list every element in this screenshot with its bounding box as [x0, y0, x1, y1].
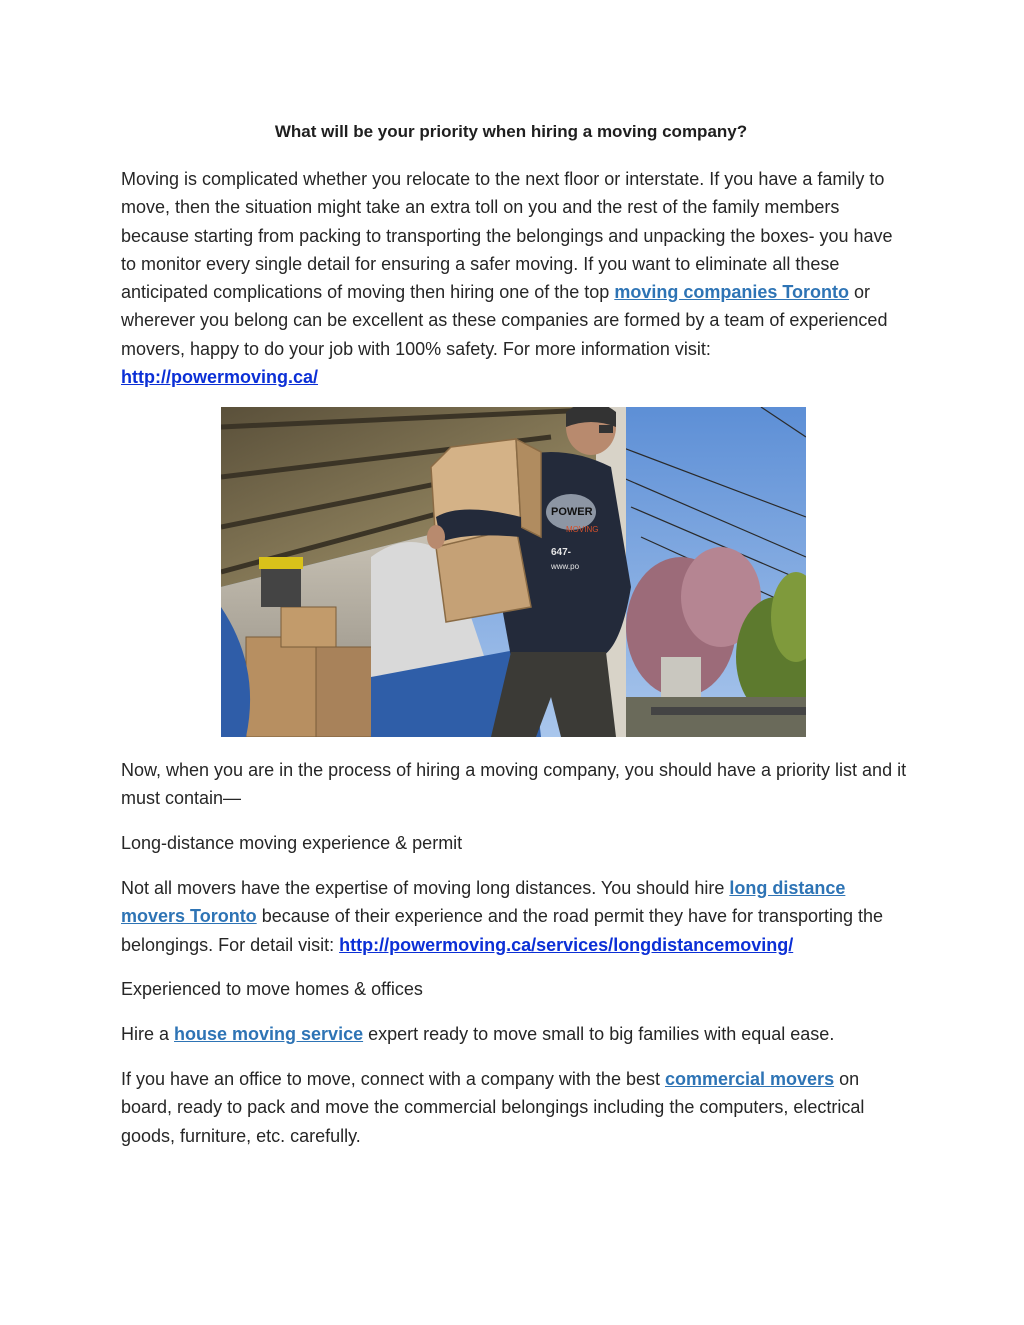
photo-illustration	[221, 407, 806, 737]
item-1-text-1: Not all movers have the expertise of moving long distances. You should hire	[121, 878, 730, 898]
item-2-paragraph	[121, 1020, 911, 1048]
item-1-heading: Long-distance moving experience & permit	[121, 833, 463, 853]
long-distance-movers-link[interactable]: long distance movers Toronto	[121, 878, 846, 927]
jacket-web-text: www.po	[551, 562, 580, 571]
intro-text-2: or wherever you belong can be excellent as these companies are formed by a team of experienced movers, happy to do your job with 100% safety. For more information visit:	[121, 282, 888, 359]
jacket-phone-text: 647-	[551, 547, 572, 558]
moving-companies-toronto-link[interactable]: moving companies Toronto	[614, 282, 849, 303]
priority-intro-paragraph: Now, when you are in the process of hiring a moving company, you should have a priority list and it must contain—	[121, 760, 907, 809]
jacket-logo-text: POWER	[551, 506, 593, 518]
house-moving-service-link[interactable]: house moving service	[174, 1024, 364, 1044]
mover-hand	[427, 525, 445, 549]
item-2-text-1: Hire a	[121, 1024, 175, 1044]
item-3-text-2: on board, ready to pack and move the commercial belongings including the computers, electrical goods, furniture, etc. carefully.	[121, 1069, 865, 1146]
item-2-heading: Experienced to move homes & offices	[121, 979, 423, 999]
powermoving-home-link[interactable]: http://powermoving.ca/	[121, 367, 319, 388]
long-distance-moving-url-link[interactable]: http://powermoving.ca/services/longdistancemoving/	[339, 934, 794, 955]
page-title: What will be your priority when hiring a moving company?	[274, 122, 748, 141]
intro-paragraph	[121, 165, 911, 391]
item-1-text-2: because of their experience and the road permit they have for transporting the belongings. For detail visit:	[121, 906, 884, 955]
item-3-paragraph	[121, 1065, 911, 1150]
item-1-paragraph	[121, 874, 911, 959]
item-3-text-1: If you have an office to move, connect with a company with the best	[121, 1069, 665, 1089]
intro-text-1: Moving is complicated whether you relocate to the next floor or interstate. If you have a family to move, then the situation might take an extra toll on you and the rest of the family members because starting from packing to transporting the belongings and unpacking the boxes- you have to monitor every single detail for ensuring a safer moving. If you want to eliminate all these anticipated complications of moving then hiring one of the top	[121, 169, 893, 303]
jacket-logo-subtext: MOVING	[566, 525, 599, 534]
item-2-text-2: expert ready to move small to big families with equal ease.	[363, 1024, 835, 1044]
mover-carrying-box-photo	[221, 407, 806, 737]
commercial-movers-link[interactable]: commercial movers	[664, 1069, 835, 1089]
